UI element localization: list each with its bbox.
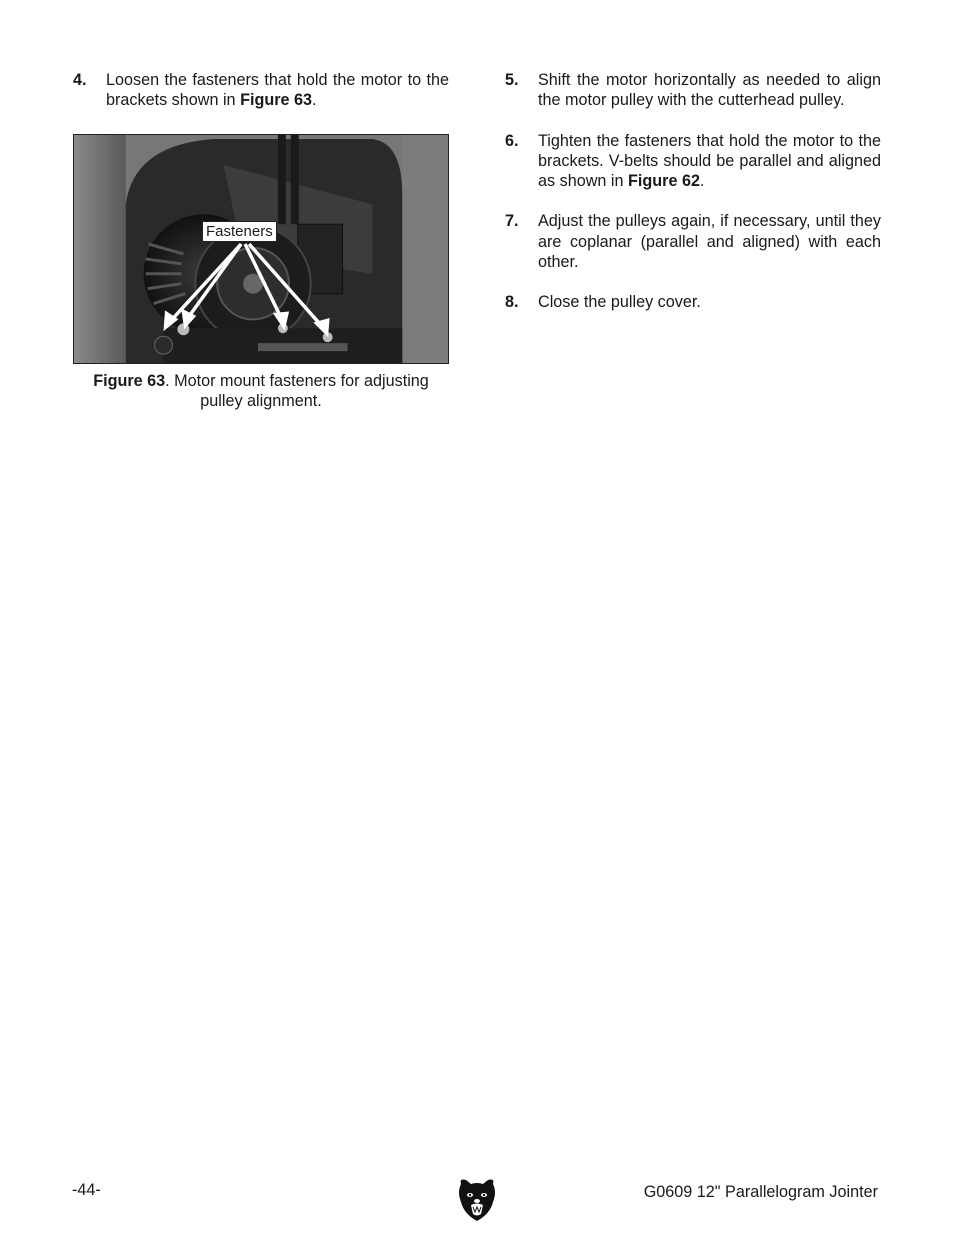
figure-reference: Figure 63 — [240, 91, 313, 110]
caption-text: . Motor mount fasteners for adjusting pulley alignment. — [165, 372, 429, 411]
step-number: 8. — [505, 293, 519, 312]
step-text: Loosen the fasteners that hold the motor to the brackets shown in — [106, 71, 449, 110]
motor-photo-illustration — [74, 135, 448, 363]
step-4: 4. Loosen the fasteners that hold the motor to the brackets shown in Figure 63. — [73, 71, 449, 110]
left-column — [73, 70, 449, 111]
step-text: Adjust the pulleys again, if necessary, until they are coplanar (parallel and aligned) with each other. — [538, 212, 881, 272]
page-number: -44- — [72, 1181, 101, 1199]
step-8 — [505, 292, 881, 312]
step-number: 6. — [505, 131, 519, 150]
step-text: Shift the motor horizontally as needed to align the motor pulley with the cutterhead pulley. — [538, 71, 881, 110]
caption-figure-number: Figure 63 — [93, 372, 166, 390]
step-7 — [505, 211, 881, 272]
figure-caption — [73, 371, 449, 412]
step-6: 6. Tighten the fasteners that hold the motor to the brackets. V-belts should be parallel and aligned as shown in Figure 62. — [505, 131, 881, 191]
manual-title: G0609 12" Parallelogram Jointer — [643, 1183, 878, 1201]
step-5 — [505, 70, 881, 111]
motor-mount-photo — [73, 134, 449, 364]
step-number: 4. — [73, 71, 87, 89]
step-number: 7. — [505, 212, 519, 231]
step-number: 5. — [505, 71, 519, 89]
step-text: Close the pulley cover. — [538, 293, 701, 312]
right-column — [505, 70, 881, 313]
fasteners-callout-label: Fasteners — [202, 221, 277, 242]
bear-head-icon — [457, 1178, 497, 1222]
step-text: Tighten the fasteners that hold the motor to the brackets. V-belts should be parallel and aligned as shown in — [538, 131, 881, 191]
figure-reference: Figure 62 — [627, 172, 700, 191]
